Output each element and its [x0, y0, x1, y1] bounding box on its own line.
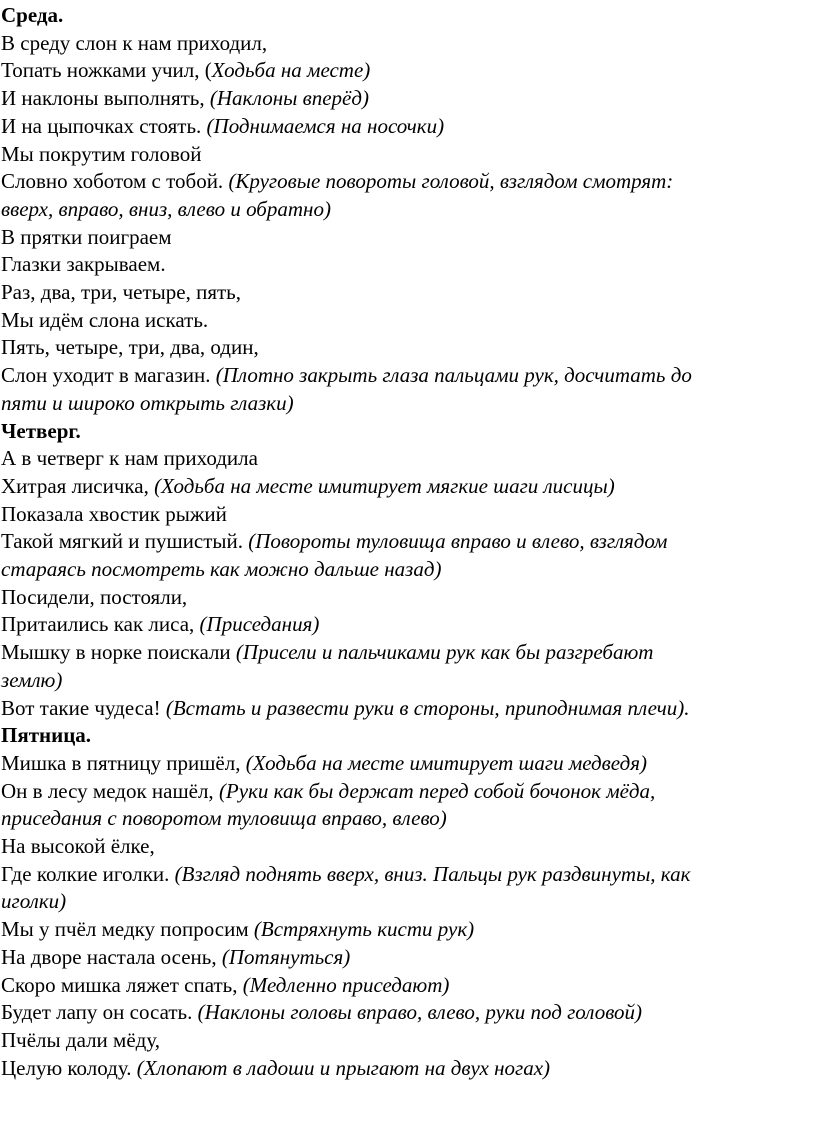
- instruction-text: (Ходьба на месте имитирует мягкие шаги лисицы): [154, 473, 615, 498]
- section-heading: [1, 722, 91, 748]
- instruction-text: землю): [1, 667, 63, 692]
- instruction-text: (Медленно приседают): [242, 972, 450, 997]
- text-line: [1, 639, 653, 665]
- instruction-text: (Руки как бы держат перед собой бочонок мёда,: [218, 778, 656, 803]
- text-line: [1, 362, 692, 388]
- instruction-text: (Встать и развести руки в стороны, приподнимая плечи).: [165, 695, 690, 720]
- verse-text: Хитрая лисичка,: [1, 473, 155, 498]
- instruction-text: (Круговые повороты головой, взглядом смотрят:: [228, 169, 674, 194]
- text-line: [1, 196, 331, 222]
- text-line: [1, 390, 294, 416]
- verse-text: Где колкие иголки.: [1, 861, 175, 886]
- instruction-text: (Взгляд поднять вверх, вниз. Пальцы рук раздвинуты, как: [174, 861, 691, 886]
- text-line: [1, 999, 642, 1025]
- verse-text: Топать ножками учил, (: [1, 58, 212, 83]
- text-line: [1, 584, 187, 610]
- text-line: [1, 861, 690, 887]
- instruction-text: (Встряхнуть кисти рук): [253, 917, 475, 942]
- text-line: [1, 113, 444, 139]
- instruction-text: вверх, вправо, вниз, влево и обратно): [1, 196, 331, 221]
- text-line: [1, 57, 370, 83]
- text-line: [1, 224, 172, 250]
- text-line: [1, 944, 350, 970]
- verse-text: Слон уходит в магазин.: [1, 363, 216, 388]
- text-line: [1, 805, 447, 831]
- instruction-text: (Потянуться): [221, 944, 351, 969]
- verse-text: На высокой ёлке,: [1, 834, 155, 858]
- verse-text: Пчёлы дали мёду,: [1, 1027, 160, 1052]
- text-line: [1, 251, 166, 277]
- verse-text: В прятки поиграем: [1, 224, 172, 249]
- text-line: [1, 695, 690, 721]
- text-line: [1, 778, 655, 804]
- verse-text: А в четверг к нам приходила: [1, 446, 258, 471]
- verse-text: Показала хвостик рыжий: [1, 501, 227, 526]
- text-line: [1, 888, 66, 914]
- section-heading: [1, 2, 63, 28]
- instruction-text: (Наклоны головы вправо, влево, руки под головой): [197, 1000, 643, 1025]
- text-line: [1, 667, 62, 693]
- verse-text: Словно хоботом с тобой.: [1, 169, 229, 194]
- instruction-text: приседания с поворотом туловища вправо, влево): [1, 806, 447, 831]
- text-line: [1, 1055, 550, 1081]
- verse-text: Мишка в пятницу пришёл,: [1, 750, 246, 775]
- text-line: [1, 141, 201, 167]
- text-line: [1, 334, 259, 360]
- verse-text: Скоро мишка ляжет спать,: [1, 972, 243, 997]
- text-line: [1, 556, 441, 582]
- text-line: [1, 85, 369, 111]
- heading-text: Четверг.: [1, 418, 81, 443]
- verse-text: Пять, четыре, три, два, один,: [1, 335, 259, 360]
- instruction-text: пяти и широко открыть глазки): [1, 390, 294, 415]
- text-line: [1, 473, 615, 499]
- instruction-text: (Повороты туловища вправо и влево, взглядом: [248, 529, 668, 554]
- verse-text: И наклоны выполнять,: [1, 86, 210, 111]
- verse-text: На дворе настала осень,: [1, 944, 222, 969]
- text-line: [1, 972, 449, 998]
- text-line: [1, 750, 647, 776]
- verse-text: В среду слон к нам приходил,: [1, 30, 268, 55]
- instruction-text: (Наклоны вперёд): [209, 86, 369, 111]
- instruction-text: (Хлопают в ладоши и прыгают на двух ногах): [136, 1055, 551, 1080]
- instruction-text: иголки): [1, 889, 67, 914]
- text-line: [1, 279, 241, 305]
- verse-text: Он в лесу медок нашёл,: [1, 778, 219, 803]
- verse-text: Такой мягкий и пушистый.: [1, 529, 249, 554]
- heading-text: Пятница.: [1, 723, 92, 748]
- heading-text: Среда.: [1, 3, 64, 27]
- section-heading: [1, 418, 81, 444]
- text-line: [1, 445, 258, 471]
- instruction-text: (Приседания): [199, 612, 320, 637]
- verse-text: Раз, два, три, четыре, пять,: [1, 280, 242, 304]
- text-line: [1, 833, 155, 859]
- verse-text: Вот такие чудеса!: [1, 695, 166, 720]
- text-line: [1, 501, 227, 527]
- verse-text: Целую колоду.: [1, 1055, 137, 1080]
- instruction-text: (Присели и пальчиками рук как бы разгребают: [235, 640, 654, 665]
- text-line: [1, 528, 667, 554]
- verse-text: Глазки закрываем.: [1, 252, 166, 277]
- instruction-text: (Поднимаемся на носочки): [206, 113, 445, 138]
- verse-text: Мы идём слона искать.: [1, 307, 209, 332]
- verse-text: Посидели, постояли,: [1, 584, 188, 609]
- verse-text: Притаились как лиса,: [1, 612, 200, 637]
- text-line: [1, 1027, 160, 1053]
- verse-text: И на цыпочках стоять.: [1, 113, 207, 138]
- instruction-text: стараясь посмотреть как можно дальше назад): [1, 557, 442, 581]
- instruction-text: (Ходьба на месте имитирует шаги медведя): [245, 750, 647, 775]
- verse-text: Будет лапу он сосать.: [1, 1000, 198, 1025]
- text-line: [1, 611, 319, 637]
- text-line: [1, 30, 267, 56]
- text-line: [1, 307, 208, 333]
- text-line: [1, 168, 673, 194]
- text-line: [1, 916, 474, 942]
- verse-text: Мышку в норке поискали: [1, 640, 236, 665]
- verse-text: Мы покрутим головой: [1, 141, 202, 166]
- verse-text: Мы у пчёл медку попросим: [1, 917, 254, 942]
- instruction-text: Ходьба на месте): [211, 58, 371, 83]
- instruction-text: (Плотно закрыть глаза пальцами рук, досчитать до: [215, 363, 692, 388]
